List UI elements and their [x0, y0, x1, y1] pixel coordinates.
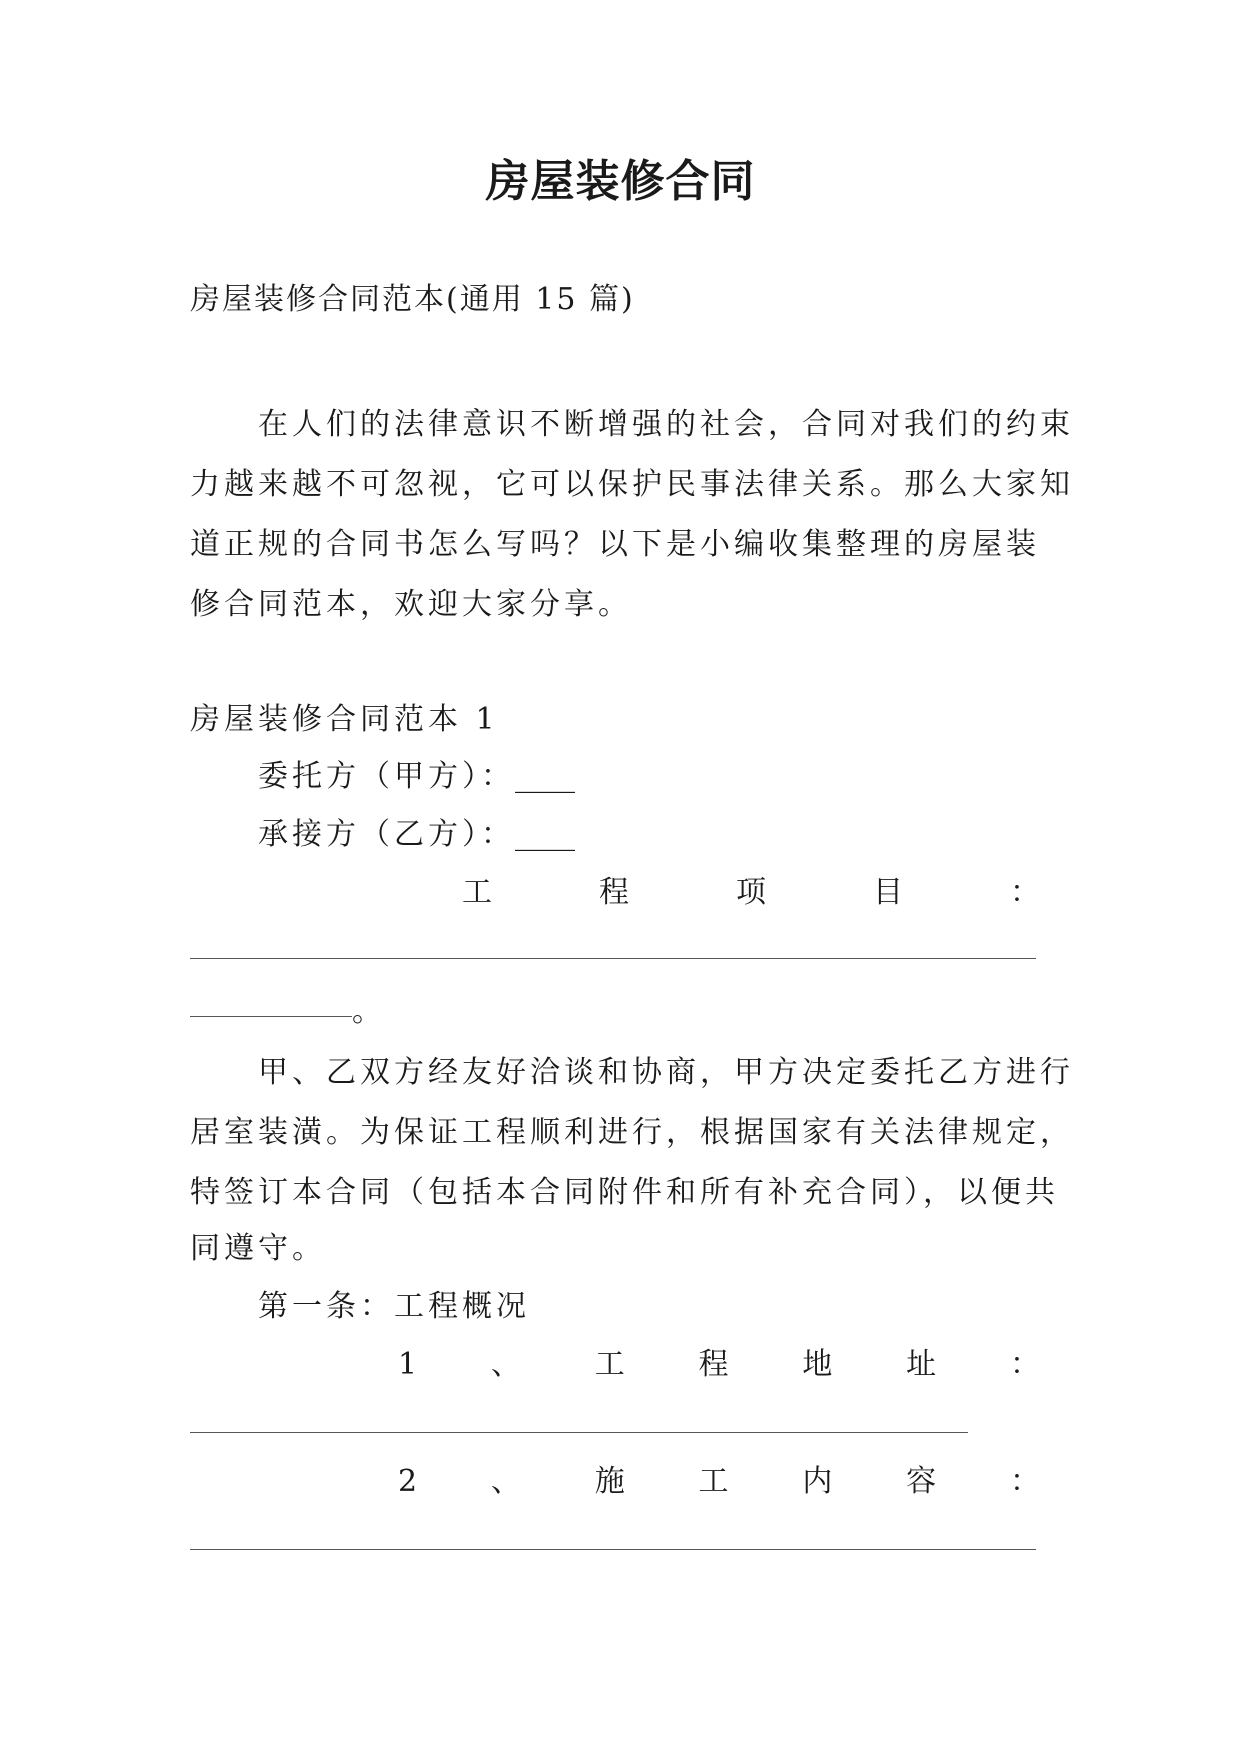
- client-blank: ____: [515, 759, 575, 794]
- project-end-mark: 。: [352, 994, 382, 1029]
- client-label: 委托方（甲方）：: [258, 759, 515, 794]
- item-1-char: 程: [698, 1347, 729, 1382]
- para2-line-2: 居室装潢。为保证工程顺利进行，根据国家有关法律规定，: [190, 1115, 1074, 1150]
- client-line: [258, 757, 1118, 797]
- project-char: 目: [873, 875, 903, 910]
- item-1-label: [398, 1345, 1040, 1385]
- contractor-label: 承接方（乙方）：: [258, 817, 515, 852]
- item-2-char: 、: [490, 1464, 521, 1499]
- item-1-char: 址: [906, 1347, 937, 1382]
- article-1-heading: 第一条：工程概况: [258, 1289, 530, 1324]
- intro-line-4: 修合同范本，欢迎大家分享。: [190, 587, 632, 622]
- item-2-char: 容: [906, 1464, 937, 1499]
- page-title: 房屋装修合同: [485, 156, 756, 207]
- item-1-char: 地: [802, 1347, 833, 1382]
- item-2-char: 工: [698, 1464, 729, 1499]
- project-char: 程: [599, 875, 629, 910]
- item-2-char: 2: [398, 1464, 418, 1499]
- project-char: ：: [1010, 875, 1040, 910]
- item-1-char: 1: [398, 1347, 418, 1382]
- item-1-blank-rule: [190, 1432, 968, 1433]
- item-2-char: 施: [594, 1464, 625, 1499]
- sample-heading: 房屋装修合同范本 1: [190, 702, 499, 737]
- project-char: 工: [462, 875, 492, 910]
- contractor-blank: ____: [515, 817, 575, 852]
- intro-line-1: 在人们的法律意识不断增强的社会，合同对我们的约束: [258, 407, 1074, 442]
- para2-line-4: 同遵守。: [190, 1231, 326, 1266]
- item-2-blank-rule: [190, 1549, 1036, 1550]
- item-2-char: ：: [1009, 1464, 1040, 1499]
- intro-line-2: 力越来越不可忽视，它可以保护民事法律关系。那么大家知: [190, 467, 1074, 502]
- project-item-label: [462, 873, 1040, 913]
- para2-line-3: 特签订本合同（包括本合同附件和所有补充合同），以便共: [190, 1175, 1059, 1210]
- item-2-char: 内: [802, 1464, 833, 1499]
- item-1-char: 、: [490, 1347, 521, 1382]
- subtitle: 房屋装修合同范本(通用 15 篇): [190, 282, 635, 317]
- project-blank-rule-2: [190, 1016, 352, 1017]
- item-1-char: 工: [594, 1347, 625, 1382]
- item-1-char: ：: [1009, 1347, 1040, 1382]
- project-char: 项: [736, 875, 766, 910]
- project-blank-rule: [190, 958, 1036, 959]
- para2-line-1: 甲、乙双方经友好洽谈和协商，甲方决定委托乙方进行: [258, 1055, 1074, 1090]
- item-2-label: [398, 1462, 1040, 1502]
- intro-line-3: 道正规的合同书怎么写吗？以下是小编收集整理的房屋装: [190, 527, 1040, 562]
- contractor-line: [258, 815, 1118, 855]
